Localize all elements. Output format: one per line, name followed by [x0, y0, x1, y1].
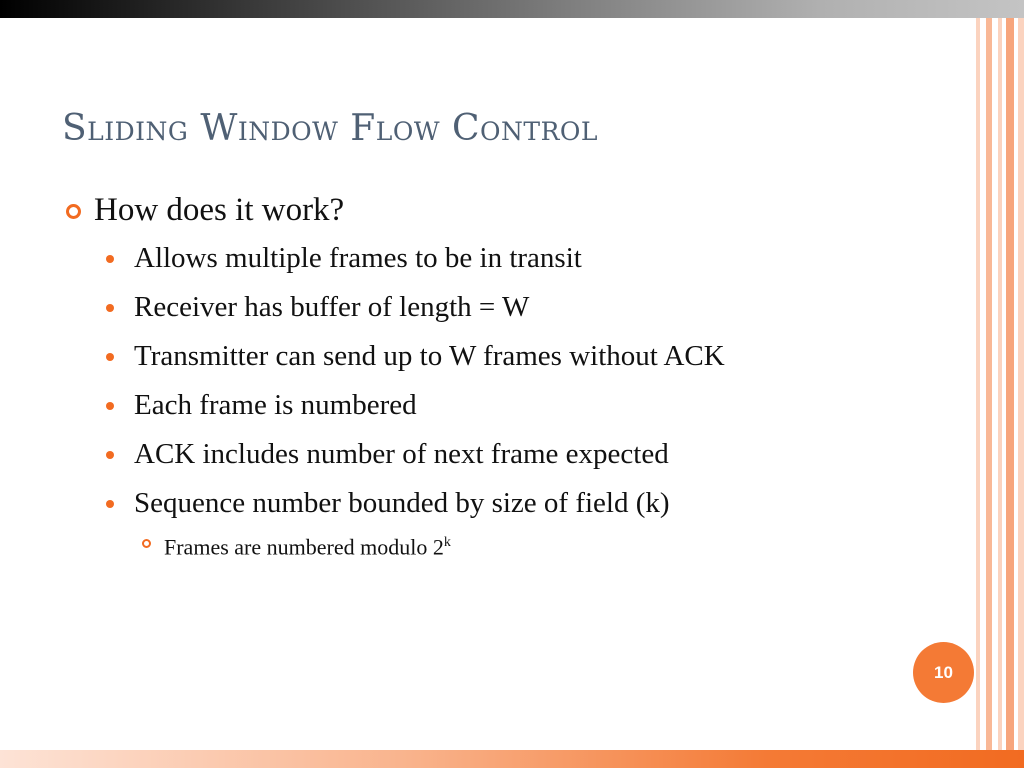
right-decorative-stripes	[976, 18, 1024, 750]
bullet-level2	[62, 238, 882, 278]
slide-content	[62, 188, 882, 562]
slide-title: Sliding Window Flow Control	[62, 108, 599, 149]
bullet-level2	[62, 483, 882, 523]
dot-bullet-icon	[106, 255, 114, 263]
bullet-text: Allows multiple frames to be in transit	[134, 242, 582, 274]
bullet-text: Transmitter can send up to W frames without ACK	[134, 340, 725, 372]
page-number: 10	[934, 662, 953, 682]
dot-bullet-icon	[106, 402, 114, 410]
stripe	[1006, 18, 1014, 750]
bullet-text: Sequence number bounded by size of field (k)	[134, 487, 670, 519]
bullet-level2	[62, 385, 882, 425]
stripe	[986, 18, 992, 750]
bullet-level2	[62, 434, 882, 474]
bullet-level3	[62, 528, 882, 562]
dot-bullet-icon	[106, 304, 114, 312]
bullet-level1	[62, 188, 882, 232]
dot-bullet-icon	[106, 451, 114, 459]
small-ring-bullet-icon	[142, 539, 151, 548]
bullet-text: Each frame is numbered	[134, 389, 417, 421]
dot-bullet-icon	[106, 500, 114, 508]
bullet-level2	[62, 287, 882, 327]
ring-bullet-icon	[66, 204, 81, 219]
stripe	[1018, 18, 1024, 750]
superscript-k: k	[443, 535, 451, 550]
bullet-text: Frames are numbered modulo 2	[164, 534, 444, 560]
bullet-text: How does it work?	[94, 192, 345, 228]
bottom-gradient-bar	[0, 750, 1024, 768]
stripe	[998, 18, 1002, 750]
page-number-badge	[913, 642, 974, 703]
bullet-level2	[62, 336, 882, 376]
bullet-text: Receiver has buffer of length = W	[134, 291, 530, 323]
top-gradient-bar	[0, 0, 1024, 18]
bullet-text: ACK includes number of next frame expected	[134, 438, 669, 470]
stripe	[976, 18, 980, 750]
dot-bullet-icon	[106, 353, 114, 361]
